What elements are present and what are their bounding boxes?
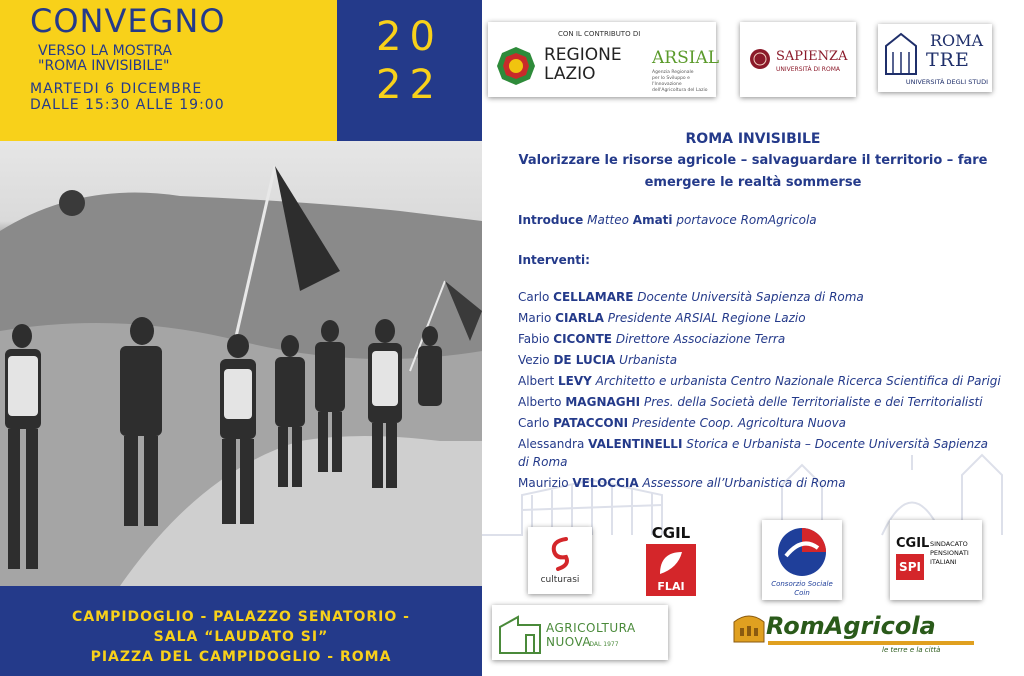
right-panel — [482, 0, 1024, 676]
logo-culturasi: culturasi — [528, 527, 592, 594]
event-tagline-1: Valorizzare le risorse agricole – salvaguardare il territorio – fare — [518, 153, 988, 168]
speaker-row: Albert LEVY Architetto e urbanista Centro Nazionale Ricerca Scientifica di Parigi — [518, 374, 1001, 388]
logo-romagricola: RomAgricola le terre e la città — [732, 606, 976, 658]
year-block — [337, 0, 482, 141]
speakers-heading: Interventi: — [518, 253, 590, 267]
speaker-row: Carlo PATACCONI Presidente Coop. Agricoltura Nuova — [518, 416, 847, 430]
roma-tre-building-icon — [884, 32, 918, 76]
photo-illustration — [0, 141, 482, 586]
logo-cgil-flai: CGIL FLAI — [642, 524, 700, 599]
arsial-text: ARSIAL — [652, 48, 720, 68]
event-subtitle: VERSO LA MOSTRA "ROMA INVISIBILE" — [38, 43, 172, 74]
logo-agricoltura-nuova: AGRICOLTURA NUOVA DAL 1977 — [492, 605, 668, 660]
flai-leaf-icon — [656, 548, 686, 578]
regione-lazio-text: REGIONE LAZIO — [544, 45, 622, 84]
event-header — [0, 0, 337, 141]
logo-consorzio-coin: Consorzio Sociale Coin — [762, 520, 842, 600]
year-top: 20 — [376, 14, 443, 60]
venue-line-1: CAMPIDOGLIO - PALAZZO SENATORIO - — [72, 609, 410, 625]
agricoltura-farmhouse-icon — [498, 611, 542, 655]
left-panel — [0, 0, 482, 676]
intro-line: Introduce Matteo Amati portavoce RomAgricola — [518, 213, 817, 227]
regione-lazio-emblem-icon — [496, 46, 536, 86]
venue-line-2: SALA “LAUDATO SI” — [153, 629, 329, 645]
speaker-row: Mario CIARLA Presidente ARSIAL Regione Lazio — [518, 311, 806, 325]
event-type-title: CONVEGNO — [30, 2, 226, 40]
sapienza-seal-icon — [749, 48, 771, 70]
protest-photo — [0, 141, 482, 586]
event-tagline-2: emergere le realtà sommerse — [644, 175, 862, 190]
speaker-row: Alberto MAGNAGHI Pres. della Società delle Territorialiste e dei Territorialisti — [518, 395, 983, 409]
culturasi-swirl-icon — [548, 535, 572, 571]
event-title: ROMA INVISIBILE — [685, 131, 821, 147]
logo-sapienza: SAPIENZA UNIVERSITÀ DI ROMA — [740, 22, 856, 97]
logo-spi-cgil: CGIL SPI SINDACATO PENSIONATI ITALIANI — [890, 520, 982, 600]
logo-regione-lazio-arsial: CON IL CONTRIBUTO DI REGIONE LAZIO ARSIAL Agenzia Regionale per lo Sviluppo e l'Innovazione dell'Agricoltura del Lazio — [488, 22, 716, 97]
consorzio-circle-icon — [776, 526, 828, 578]
speaker-row: Maurizio VELOCCIA Assessore all’Urbanistica di Roma — [518, 476, 846, 490]
speaker-row: Vezio DE LUCIA Urbanista — [518, 353, 678, 367]
year-bottom: 22 — [376, 62, 443, 108]
colosseum-icon — [732, 610, 766, 644]
speaker-row-continuation: di Roma — [518, 455, 568, 469]
logo-roma-tre: ROMA TRE UNIVERSITÀ DEGLI STUDI — [878, 24, 992, 92]
event-date: MARTEDI 6 DICEMBRE DALLE 15:30 ALLE 19:00 — [30, 81, 225, 113]
venue-line-3: PIAZZA DEL CAMPIDOGLIO - ROMA — [90, 649, 392, 665]
venue-footer — [0, 586, 482, 676]
speaker-row: Alessandra VALENTINELLI Storica e Urbanista – Docente Università Sapienza — [518, 437, 988, 451]
speaker-row: Fabio CICONTE Direttore Associazione Terra — [518, 332, 786, 346]
speaker-row: Carlo CELLAMARE Docente Università Sapienza di Roma — [518, 290, 864, 304]
